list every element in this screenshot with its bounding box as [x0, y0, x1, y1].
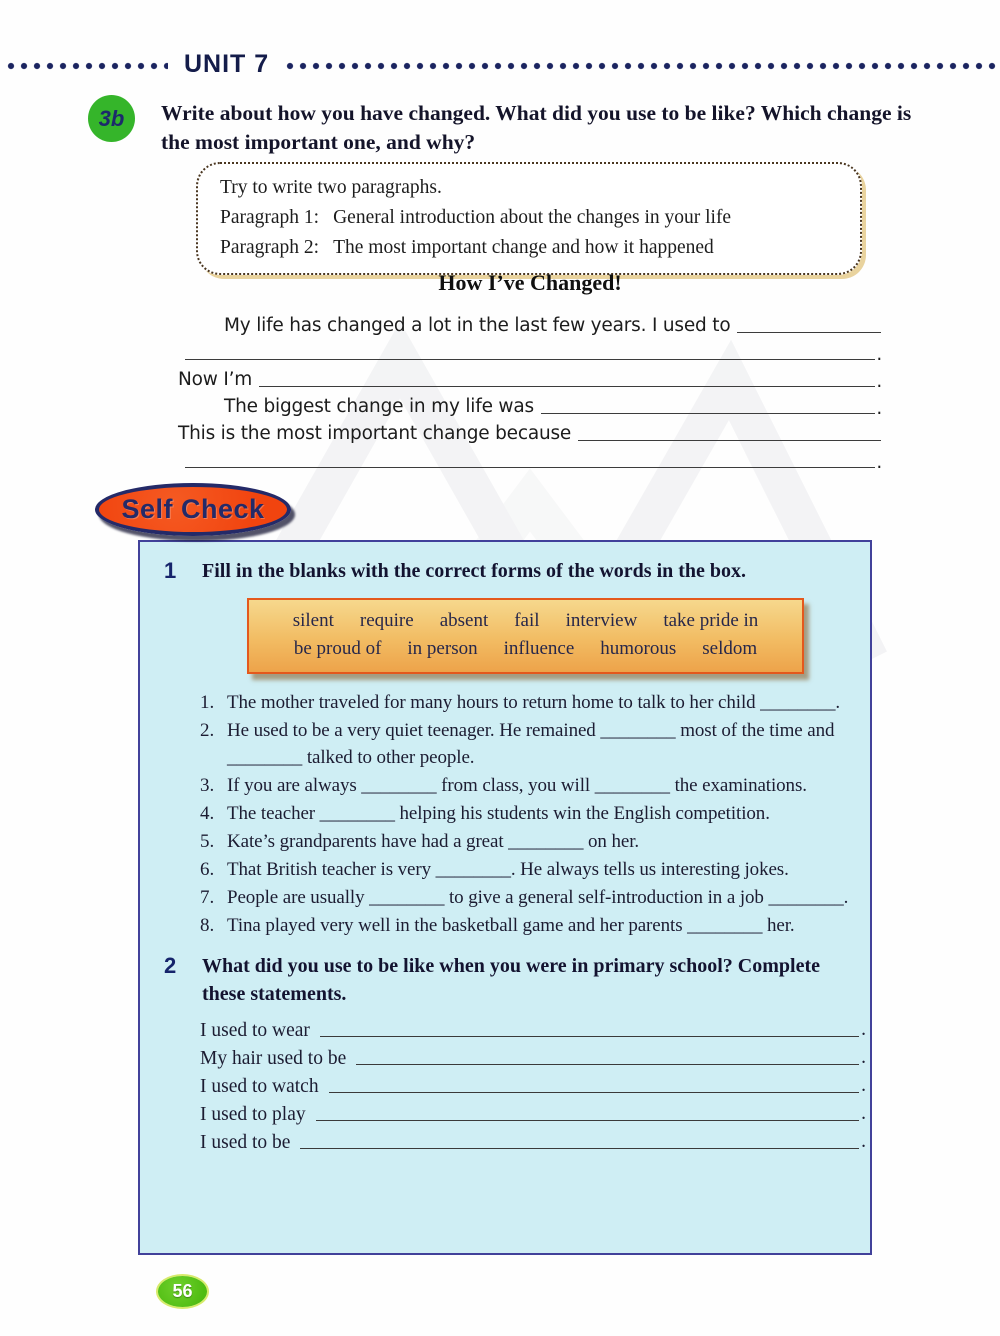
statement-text: I used to watch [200, 1076, 319, 1097]
word-option: seldom [702, 638, 758, 659]
essay-line [178, 336, 882, 363]
fill-blank-sentence [200, 884, 860, 911]
activity-prompt: Write about how you have changed. What did you use to be like? Which change is the most important one, and why? [161, 101, 912, 154]
tip-paragraph-1-text: General introduction about the changes in your life [333, 207, 732, 228]
word-option: interview [565, 610, 638, 631]
item-number: 6. [200, 859, 215, 880]
tip-paragraph-2-text: The most important change and how it happened [333, 237, 714, 258]
word-box [247, 598, 804, 674]
tip-paragraph-1-label: Paragraph 1: [220, 207, 320, 228]
self-check-badge-label: Self Check [121, 494, 265, 524]
fill-blank-sentence [200, 912, 860, 939]
dotted-rule-left [6, 61, 168, 71]
word-option: require [359, 610, 414, 631]
essay-line [178, 363, 882, 390]
item-text: That British teacher is very ________. He always tells us interesting jokes. [227, 859, 789, 880]
statement-row [200, 1070, 866, 1098]
line-period: . [861, 1131, 866, 1152]
statement-row [200, 1014, 866, 1042]
essay-line [178, 444, 882, 471]
blank-line [356, 1055, 859, 1065]
activity-badge-label: 3b [98, 105, 125, 131]
blank-line [185, 458, 875, 468]
question-1-items [200, 689, 860, 939]
essay-line [178, 309, 882, 336]
blank-line [185, 350, 875, 360]
word-option: humorous [600, 638, 677, 659]
line-period: . [861, 1019, 866, 1040]
question-2-header [164, 952, 858, 1008]
fill-blank-sentence [200, 772, 860, 799]
fill-blank-sentence [200, 689, 860, 716]
statement-text: I used to wear [200, 1020, 310, 1041]
statement-text: I used to be [200, 1132, 291, 1153]
dotted-rule-right [285, 61, 1000, 71]
tip-intro: Try to write two paragraphs. [220, 177, 442, 198]
fill-blank-sentence [200, 856, 860, 883]
blank-line [578, 431, 881, 441]
word-option: fail [514, 610, 540, 631]
fill-blank-sentence [200, 717, 860, 771]
question-1-number: 1 [164, 558, 177, 583]
word-option: silent [292, 610, 334, 631]
self-check-badge [95, 483, 291, 536]
item-text: If you are always ________ from class, you will ________ the examinations. [227, 775, 807, 796]
essay-template [178, 270, 882, 471]
word-option: influence [503, 638, 575, 659]
word-box-row [259, 607, 792, 635]
statement-text: I used to play [200, 1104, 306, 1125]
blank-line [541, 404, 875, 414]
blank-line [737, 323, 881, 333]
essay-line-text: Now I’m [178, 369, 253, 390]
essay-line-text: My life has changed a lot in the last few years. I used to [224, 315, 731, 336]
line-period: . [876, 344, 882, 365]
question-2-prompt: What did you use to be like when you were in primary school? Complete these statements. [202, 955, 820, 1005]
word-box-row [259, 635, 792, 663]
activity-badge-3b [88, 95, 135, 142]
item-number: 8. [200, 915, 215, 936]
item-number: 4. [200, 803, 215, 824]
tip-paragraph-2 [220, 233, 846, 263]
essay-line-text: This is the most important change because [178, 423, 572, 444]
tip-paragraph-2-label: Paragraph 2: [220, 237, 320, 258]
word-option: take pride in [663, 610, 759, 631]
word-option: absent [439, 610, 489, 631]
fill-blank-sentence [200, 800, 860, 827]
essay-line-text: The biggest change in my life was [224, 396, 534, 417]
page-number: 56 [172, 1281, 193, 1301]
blank-line [259, 377, 875, 387]
essay-line [178, 417, 882, 444]
essay-line [178, 390, 882, 417]
self-check-panel [138, 540, 872, 1255]
line-period: . [861, 1047, 866, 1068]
line-period: . [861, 1103, 866, 1124]
item-number: 2. [200, 720, 215, 741]
line-period: . [876, 371, 882, 392]
question-2-number: 2 [164, 953, 177, 978]
question-1-header [164, 557, 858, 585]
blank-line [320, 1027, 859, 1037]
blank-line [329, 1083, 860, 1093]
statement-row [200, 1098, 866, 1126]
item-text: People are usually ________ to give a general self-introduction in a job ________. [227, 887, 849, 908]
fill-blank-sentence [200, 828, 860, 855]
statement-row [200, 1126, 866, 1154]
item-text: The mother traveled for many hours to return home to talk to her child ________. [227, 692, 841, 713]
tip-paragraph-1 [220, 203, 846, 233]
line-period: . [876, 452, 882, 473]
unit-title: UNIT 7 [184, 50, 270, 78]
item-number: 1. [200, 692, 215, 713]
essay-title: How I’ve Changed! [438, 270, 622, 295]
line-period: . [861, 1075, 866, 1096]
question-1-prompt: Fill in the blanks with the correct forms of the words in the box. [202, 560, 747, 582]
item-text: The teacher ________ helping his students win the English competition. [227, 803, 770, 824]
tip-box [196, 162, 862, 275]
question-2-statements [200, 1014, 866, 1154]
word-option: in person [407, 638, 478, 659]
blank-line [300, 1139, 859, 1149]
statement-row [200, 1042, 866, 1070]
item-text: He used to be a very quiet teenager. He remained ________ most of the time and ________ talked to other people. [227, 720, 835, 768]
page-number-badge [158, 1276, 207, 1307]
statement-text: My hair used to be [200, 1048, 347, 1069]
item-number: 5. [200, 831, 215, 852]
essay-lines [178, 309, 882, 471]
unit-header [6, 50, 1000, 81]
blank-line [316, 1111, 860, 1121]
item-number: 7. [200, 887, 215, 908]
line-period: . [876, 398, 882, 419]
item-text: Tina played very well in the basketball game and her parents ________ her. [227, 915, 795, 936]
item-text: Kate’s grandparents have had a great ________ on her. [227, 831, 640, 852]
item-number: 3. [200, 775, 215, 796]
word-option: be proud of [293, 638, 382, 659]
